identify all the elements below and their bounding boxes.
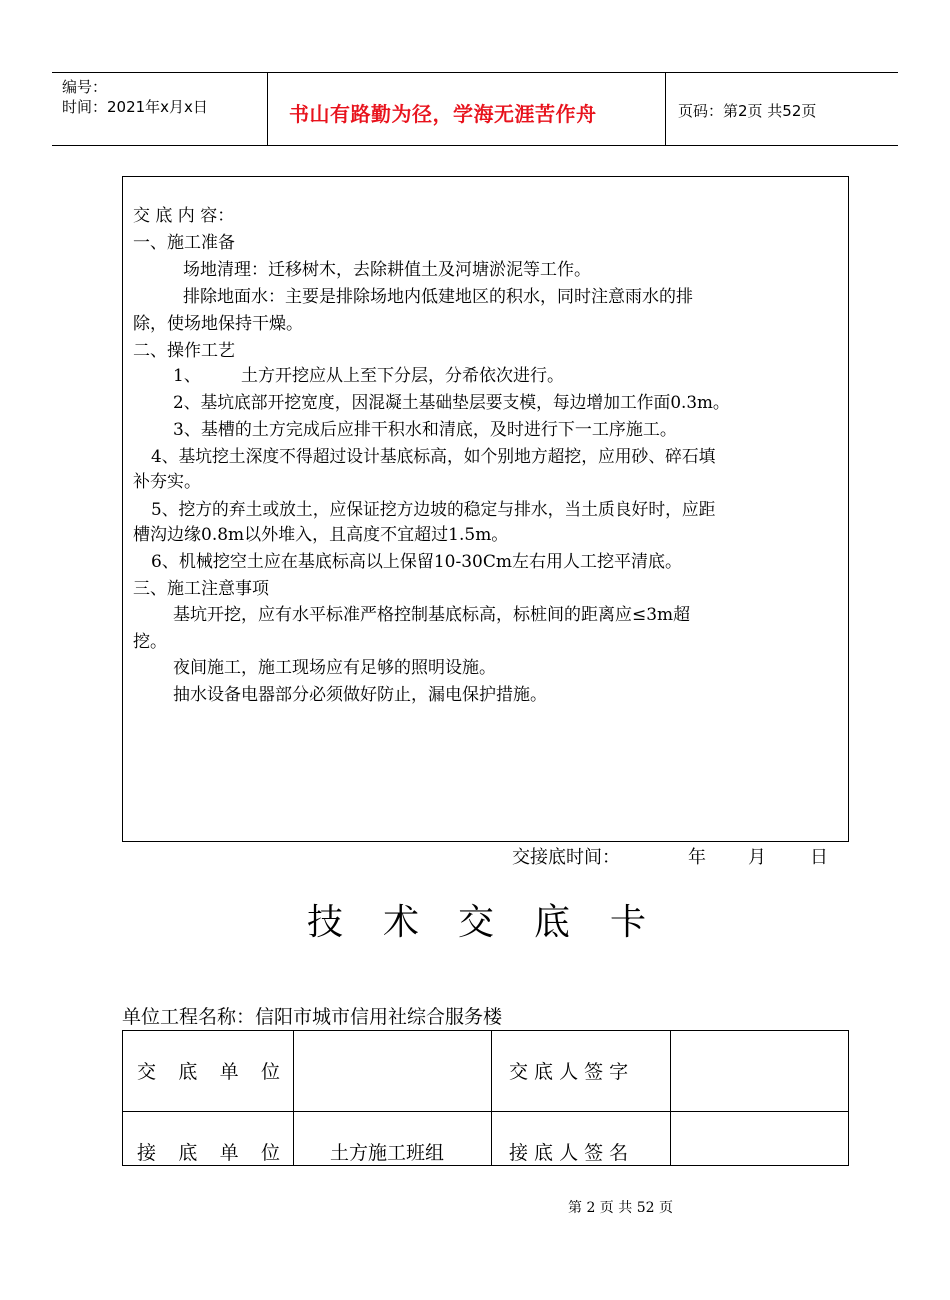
content-line-12: 槽沟边缘0.8m以外堆入，且高度不宜超过1.5m。 [133, 525, 509, 545]
page-footer: 第 2 页 共 52 页 [568, 1200, 673, 1216]
row2-unit-value: 土方施工班组 [330, 1142, 445, 1164]
content-line-10: 补夯实。 [133, 472, 201, 492]
content-line-6-text: 土方开挖应从上至下分层，分希依次进行。 [241, 366, 564, 386]
row2-sign-label: 接 底 人 签 名 [509, 1142, 629, 1164]
handover-time-year: 年 [688, 847, 706, 868]
content-line-17: 夜间施工，施工现场应有足够的照明设施。 [173, 658, 496, 678]
content-line-5: 二、操作工艺 [133, 341, 235, 361]
content-heading: 交 底 内 容： [133, 206, 235, 226]
handover-time-label: 交接底时间： [512, 847, 620, 868]
content-line-14: 三、施工注意事项 [133, 579, 269, 599]
row1-sign-label: 交 底 人 签 字 [509, 1061, 629, 1083]
table-col-divider-3 [670, 1031, 671, 1165]
header-number-label: 编号： [62, 78, 108, 96]
header-time-label: 时间：2021年x月x日 [62, 98, 208, 116]
title-char-1: 技 [307, 902, 344, 943]
title-char-2: 术 [383, 902, 420, 943]
row1-unit-label-char: 单 [219, 1061, 239, 1083]
header-page-info: 页码：第2页 共52页 [678, 102, 817, 120]
title-char-3: 交 [458, 902, 495, 943]
header-top-rule [52, 72, 898, 73]
header-divider-left [267, 72, 268, 145]
content-line-7: 2、基坑底部开挖宽度，因混凝土基础垫层要支模，每边增加工作面0.3m。 [173, 392, 730, 412]
handover-time-month: 月 [748, 847, 766, 868]
row1-unit-label-char: 位 [260, 1061, 280, 1083]
content-line-9: 4、基坑挖土深度不得超过设计基底标高，如个别地方超挖，应用砂、碎石填 [151, 446, 716, 466]
table-row-divider [123, 1111, 848, 1112]
table-col-divider-1 [293, 1031, 294, 1165]
title-char-4: 底 [534, 902, 571, 943]
content-line-8: 3、基槽的土方完成后应排干积水和清底，及时进行下一工序施工。 [173, 420, 677, 440]
header-motto: 书山有路勤为径，学海无涯苦作舟 [289, 102, 597, 126]
row2-unit-label-char: 接 [137, 1142, 157, 1164]
content-line-15: 基坑开挖，应有水平标准严格控制基底标高，标桩间的距离应≤3m超 [173, 605, 691, 625]
row2-unit-label-char: 单 [219, 1142, 239, 1164]
project-name: 单位工程名称：信阳市城市信用社综合服务楼 [122, 1006, 503, 1028]
content-line-16: 挖。 [133, 632, 167, 652]
table-col-divider-2 [491, 1031, 492, 1165]
row2-unit-label [137, 1144, 280, 1163]
content-line-13: 6、机械挖空土应在基底标高以上保留10-30Cm左右用人工挖平清底。 [151, 552, 682, 572]
row1-unit-label-char: 交 [137, 1061, 157, 1083]
content-line-4: 除，使场地保持干燥。 [133, 314, 303, 334]
row1-unit-label [137, 1063, 280, 1082]
handover-time-day: 日 [810, 847, 828, 868]
row1-unit-label-char: 底 [178, 1061, 198, 1083]
content-line-3: 排除地面水：主要是排除场地内低建地区的积水，同时注意雨水的排 [183, 287, 693, 307]
content-line-6-num: 1、 [173, 366, 201, 386]
header-divider-right [665, 72, 666, 145]
header-bottom-rule [52, 145, 898, 146]
content-line-1: 一、施工准备 [133, 233, 235, 253]
row2-unit-label-char: 底 [178, 1142, 198, 1164]
content-line-2: 场地清理：迁移树木，去除耕值土及河塘淤泥等工作。 [183, 260, 591, 280]
title-char-5: 卡 [610, 902, 647, 943]
content-line-11: 5、挖方的弃土或放土，应保证挖方边坡的稳定与排水，当土质良好时，应距 [151, 499, 716, 519]
content-line-18: 抽水设备电器部分必须做好防止，漏电保护措施。 [173, 685, 547, 705]
row2-unit-label-char: 位 [260, 1142, 280, 1164]
